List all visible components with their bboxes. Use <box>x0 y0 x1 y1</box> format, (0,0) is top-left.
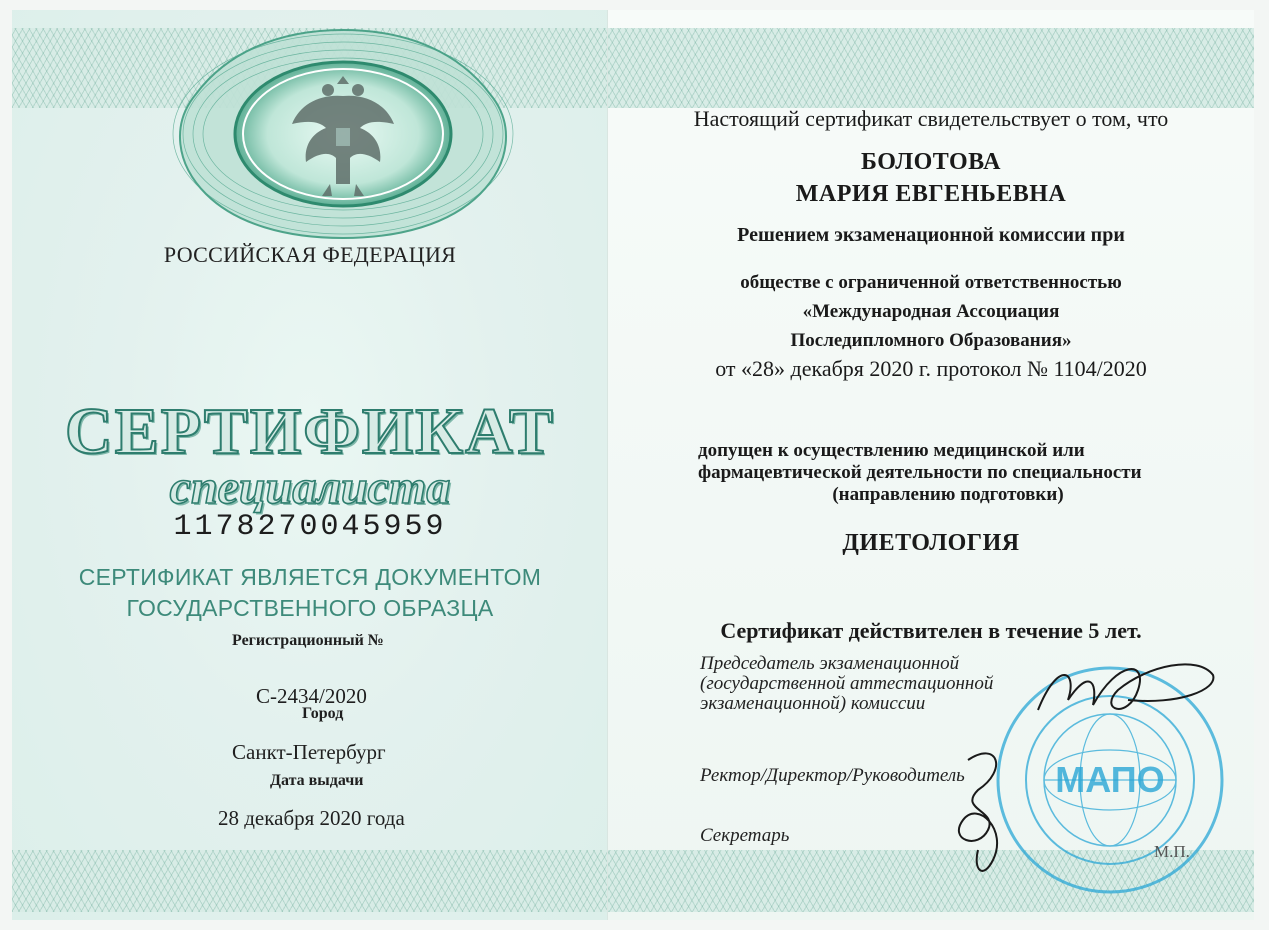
registration-label: Регистрационный № <box>232 632 384 649</box>
issue-date-value: 28 декабря 2020 года <box>218 806 405 830</box>
state-document-line-2: ГОСУДАРСТВЕННОГО ОБРАЗЦА <box>126 595 494 621</box>
chairman-signature-label <box>700 654 993 714</box>
secretary-signature-label: Секретарь <box>700 825 790 846</box>
country-name: РОССИЙСКАЯ ФЕДЕРАЦИЯ <box>163 242 457 267</box>
intro-statement: Настоящий сертификат свидетельствует о том, что <box>693 106 1169 131</box>
holder-given-names: МАРИЯ ЕВГЕНЬЕВНА <box>795 181 1067 207</box>
stamp-logo-text: МАПО <box>1055 759 1165 800</box>
issue-date-label: Дата выдачи <box>270 772 364 789</box>
registration-value: С-2434/2020 <box>256 684 367 708</box>
holder-name <box>608 146 1254 210</box>
bottom-guilloche-band-left <box>12 850 608 912</box>
chairman-line-2: (государственной аттестационной <box>700 673 994 694</box>
top-guilloche-band-right <box>608 28 1254 108</box>
state-document-note <box>0 562 635 624</box>
chairman-signature <box>1028 650 1228 730</box>
city-value: Санкт-Петербург <box>232 740 386 764</box>
admission-statement <box>698 440 1198 506</box>
certificate-right-page <box>608 10 1254 920</box>
organization-name <box>608 268 1254 355</box>
organization-line-1: обществе с ограниченной ответственностью <box>740 272 1122 293</box>
commission-decision: Решением экзаменационной комиссии при <box>737 224 1125 246</box>
state-document-line-1: СЕРТИФИКАТ ЯВЛЯЕТСЯ ДОКУМЕНТОМ <box>78 564 542 590</box>
protocol-line: от «28» декабря 2020 г. протокол № 1104/2020 <box>715 356 1147 381</box>
admission-line-3: (направлению подготовки) <box>832 484 1064 505</box>
holder-surname: БОЛОТОВА <box>861 149 1001 175</box>
certificate-title: СЕРТИФИКАТ <box>65 395 555 468</box>
specialty-name: ДИЕТОЛОГИЯ <box>842 530 1020 556</box>
admission-line-2: фармацевтической деятельности по специальности <box>698 462 1142 483</box>
certificate-number: 1178270045959 <box>173 510 447 544</box>
city-label: Город <box>302 705 344 722</box>
organization-line-2: «Международная Ассоциация <box>802 301 1060 322</box>
rector-signature <box>938 740 1038 890</box>
certificate-left-page <box>12 10 608 920</box>
seal-place-mark: М.П. <box>1154 842 1190 861</box>
coat-of-arms-emblem <box>160 24 526 244</box>
organization-line-3: Последипломного Образования» <box>790 330 1072 351</box>
admission-line-1: допущен к осуществлению медицинской или <box>698 440 1085 461</box>
chairman-line-3: экзаменационной) комиссии <box>700 693 926 714</box>
certificate-subtitle: специалиста <box>169 461 451 514</box>
validity-statement: Сертификат действителен в течение 5 лет. <box>720 618 1142 643</box>
rector-signature-label: Ректор/Директор/Руководитель <box>700 765 965 786</box>
chairman-line-1: Председатель экзаменационной <box>700 653 960 674</box>
